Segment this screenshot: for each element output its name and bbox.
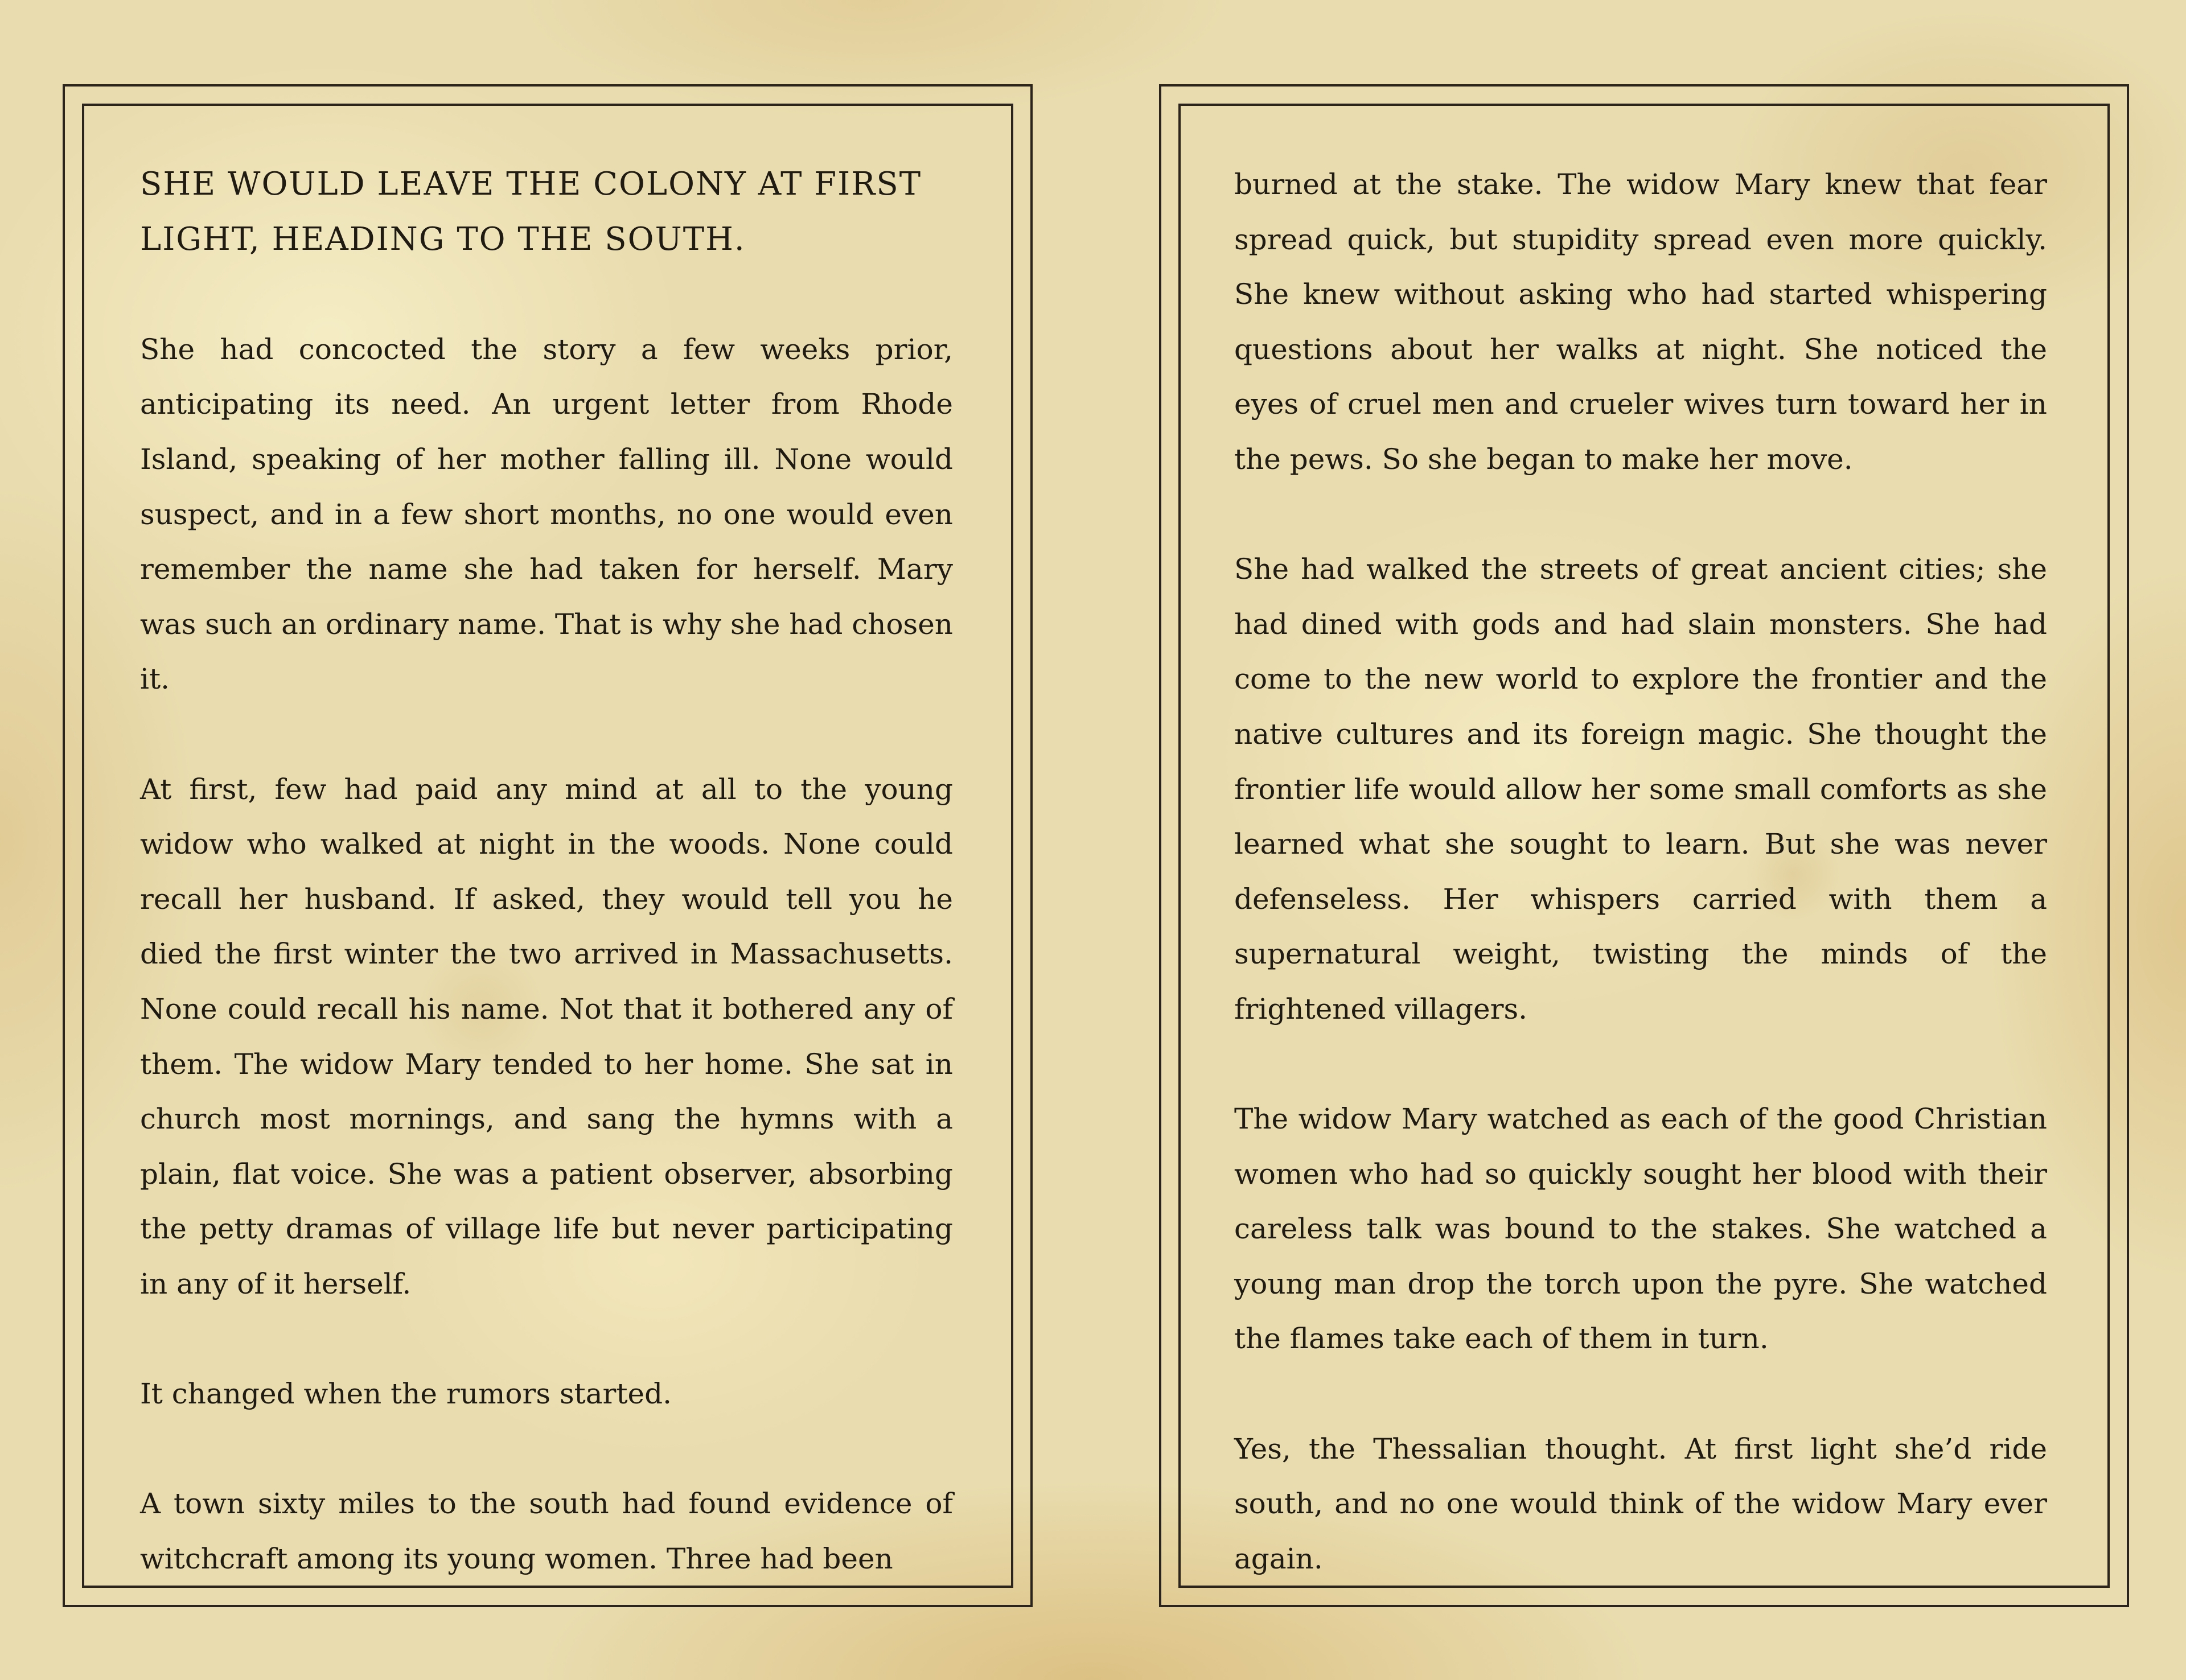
paragraph: At first, few had paid any mind at all to the young widow who walked at night in the woods. None could recall her husband. If asked, they would tell you he died the first winter the two arrived in Massachusetts. None could recall his name. Not that it bothered any of them. The widow Mary tended to her home. She sat in church most mornings, and sang the hymns with a plain, flat voice. She was a patient observer, absorbing the petty dramas of village life but never participating in any of it herself. <box>140 772 953 1300</box>
paragraph: She had concocted the story a few weeks prior, anticipating its need. An urgent letter from Rhode Island, speaking of her mother falling ill. None would suspect, and in a few short months, no one would even remember the name she had taken for herself. Mary was such an ordinary name. That is why she had chosen it. <box>140 332 953 696</box>
paragraph: It changed when the rumors started. <box>140 1377 672 1411</box>
right-page-text <box>1234 157 2047 1586</box>
paragraph: She had walked the streets of great ancient cities; she had dined with gods and had slain monsters. She had come to the new world to explore the frontier and the native cultures and its foreign magic. She thought the frontier life would allow her some small comforts as she learned what she sought to learn. But she was never defenseless. Her whispers carried with them a supernatural weight, twisting the minds of the frightened villagers. <box>1234 553 2047 1026</box>
left-page-text <box>140 157 953 1586</box>
paragraph: Yes, the Thessalian thought. At first light she’d ride south, and no one would think of the widow Mary ever again. <box>1234 1432 2047 1575</box>
paragraph: A town sixty miles to the south had found evidence of witchcraft among its young women. Three had been <box>140 1487 953 1575</box>
paragraph: The widow Mary watched as each of the good Christian women who had so quickly sought her blood with their careless talk was bound to the stakes. She watched a young man drop the torch upon the pyre. She watched the flames take each of them in turn. <box>1234 1102 2047 1356</box>
chapter-heading: SHE WOULD LEAVE THE COLONY AT FIRST LIGHT, HEADING TO THE SOUTH. <box>140 166 922 258</box>
paragraph: burned at the stake. The widow Mary knew that fear spread quick, but stupidity spread even more quickly. She knew without asking who had started whispering questions about her walks at night. She noticed the eyes of cruel men and crueler wives turn toward her in the pews. So she began to make her move. <box>1234 168 2047 476</box>
